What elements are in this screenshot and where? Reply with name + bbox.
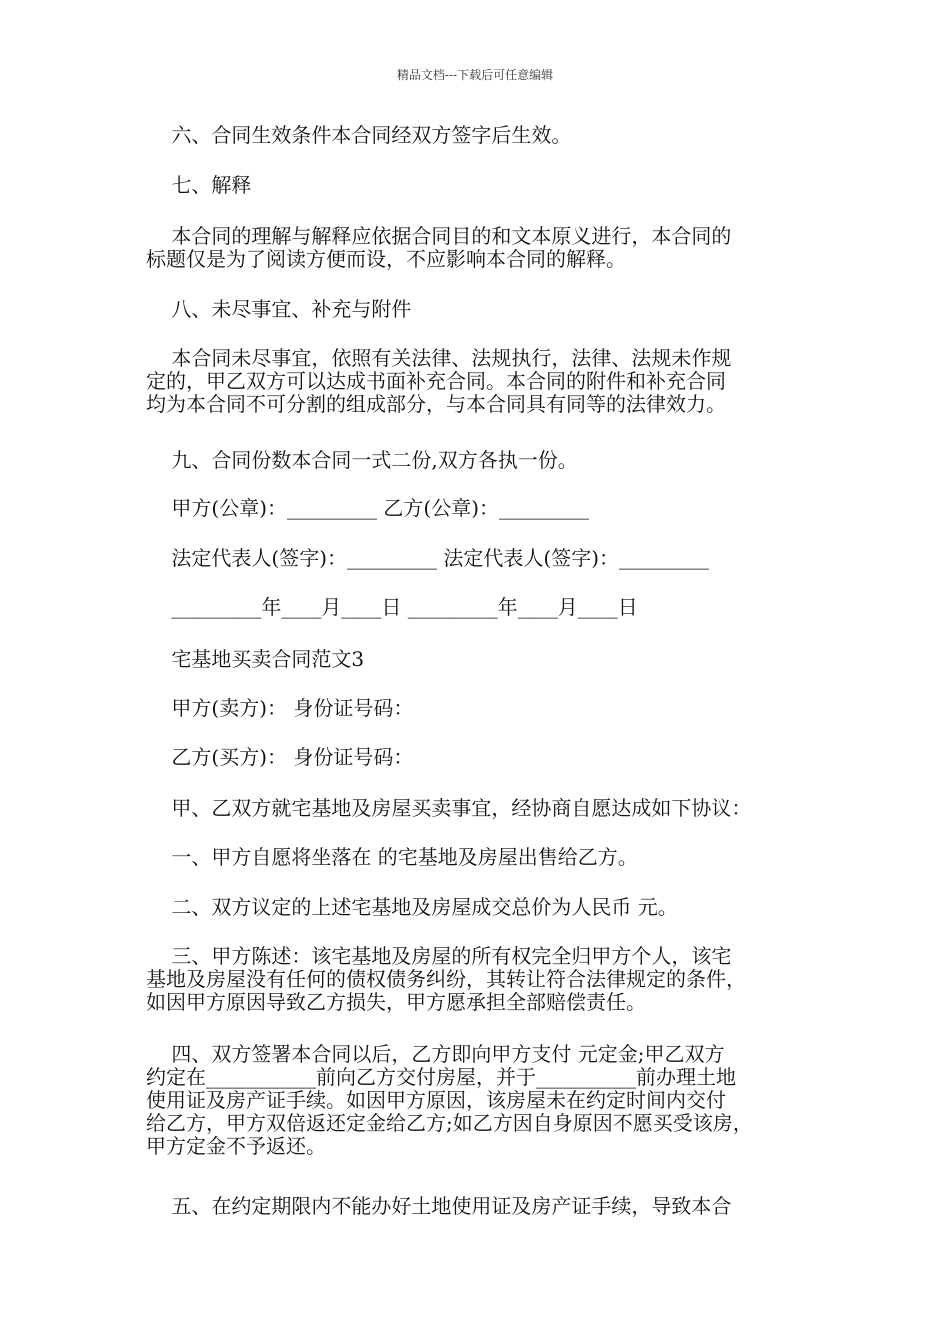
- text-line: 四、双方签署本合同以后，乙方即向甲方支付 元定金;甲乙双方: [146, 1042, 725, 1066]
- text-line: 三、甲方陈述：该宅基地及房屋的所有权完全归甲方个人，该宅: [146, 944, 732, 968]
- text-line: 约定在___________前向乙方交付房屋，并于__________前办理土地: [146, 1065, 736, 1089]
- paragraph: [146, 449, 816, 472]
- paragraph: [146, 746, 816, 769]
- paragraph: [146, 298, 816, 321]
- text-line: 本合同未尽事宜，依照有关法律、法规执行，法律、法规未作规: [146, 346, 732, 370]
- text-line: 标题仅是为了阅读方便而设，不应影响本合同的解释。: [146, 247, 626, 271]
- text-line: 甲、乙双方就宅基地及房屋买卖事宜，经协商自愿达成如下协议：: [146, 796, 752, 820]
- paragraph: [146, 225, 816, 271]
- paragraph: [146, 1195, 816, 1218]
- text-line: 如因甲方原因导致乙方损失，甲方愿承担全部赔偿责任。: [146, 990, 646, 1014]
- text-line: 六、合同生效条件本合同经双方签字后生效。: [146, 123, 572, 147]
- paragraph: [146, 648, 816, 671]
- text-line: 基地及房屋没有任何的债权债务纠纷，其转让符合法律规定的条件，: [146, 967, 746, 991]
- paragraph: [146, 596, 816, 619]
- text-line: 甲方(公章)：_________ 乙方(公章)：_________: [146, 496, 589, 520]
- text-line: 定的，甲乙双方可以达成书面补充合同。本合同的附件和补充合同: [146, 369, 726, 393]
- paragraph: [146, 174, 816, 197]
- paragraph: [146, 1043, 816, 1158]
- text-line: 给乙方，甲方双倍返还定金给乙方;如乙方因自身原因不愿买受该房，: [146, 1111, 753, 1135]
- text-line: 均为本合同不可分割的组成部分，与本合同具有同等的法律效力。: [146, 392, 726, 416]
- text-line: 法定代表人(签字)：_________ 法定代表人(签字)：_________: [146, 546, 709, 570]
- text-line: 甲方(卖方)： 身份证号码：: [146, 696, 414, 720]
- text-line: 宅基地买卖合同范文3: [146, 647, 365, 671]
- text-line: 乙方(买方)： 身份证号码：: [146, 745, 414, 769]
- paragraph: [146, 497, 816, 520]
- text-line: 九、合同份数本合同一式二份,双方各执一份。: [146, 448, 578, 472]
- paragraph: [146, 347, 816, 416]
- text-line: 一、甲方自愿将坐落在 的宅基地及房屋出售给乙方。: [146, 845, 638, 869]
- text-line: _________年____月____日 _________年____月____日: [146, 595, 638, 619]
- paragraph: [146, 896, 816, 919]
- text-line: 二、双方议定的上述宅基地及房屋成交总价为人民币 元。: [146, 895, 678, 919]
- text-line: 七、解释: [146, 173, 252, 197]
- paragraph: [146, 547, 816, 570]
- text-line: 本合同的理解与解释应依据合同目的和文本原义进行，本合同的: [146, 224, 732, 248]
- page-header: 精品文档---下载后可任意编辑: [396, 68, 554, 82]
- paragraph: [146, 846, 816, 869]
- paragraph: [146, 697, 816, 720]
- text-line: 使用证及房产证手续。如因甲方原因，该房屋未在约定时间内交付: [146, 1088, 726, 1112]
- paragraph: [146, 797, 816, 820]
- text-line: 五、在约定期限内不能办好土地使用证及房产证手续，导致本合: [146, 1194, 732, 1218]
- paragraph: [146, 124, 816, 147]
- text-line: 八、未尽事宜、补充与附件: [146, 297, 412, 321]
- text-line: 甲方定金不予返还。: [146, 1134, 326, 1158]
- paragraph: [146, 945, 816, 1014]
